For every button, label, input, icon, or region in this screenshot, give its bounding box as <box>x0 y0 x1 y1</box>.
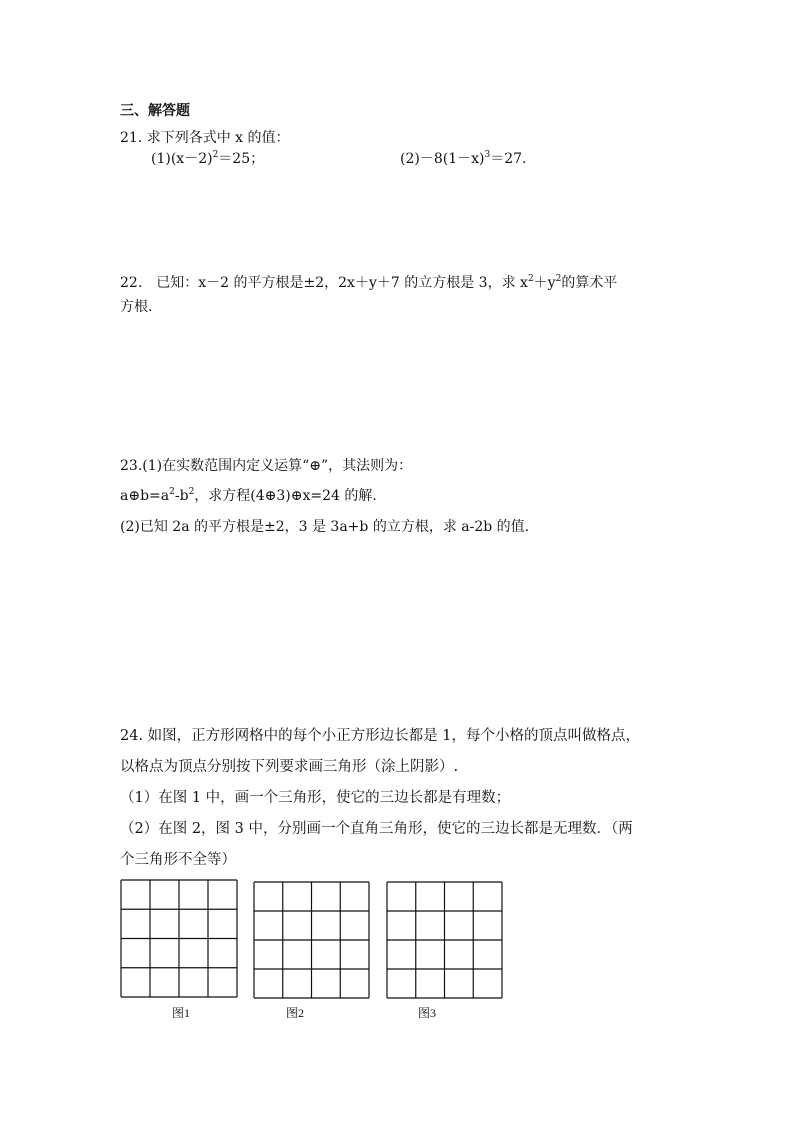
q22-line1-prefix: 22. 已知：x－2 的平方根是±2，2x＋y＋7 的立方根是 3，求 x <box>120 275 528 291</box>
q24-line2: 以格点为顶点分别按下列要求画三角形（涂上阴影）. <box>120 759 459 775</box>
q23-line2-suffix: ，求方程(4⊕3)⊕x=24 的解. <box>194 488 377 504</box>
q21-part2-prefix: (2)－8(1－x) <box>400 151 485 167</box>
square-grid <box>120 879 238 998</box>
q23-exponent-2: 2 <box>188 487 195 497</box>
q22-line1 <box>120 274 617 292</box>
figure-2-label: 图2 <box>286 1006 305 1020</box>
q21-part1-suffix: ＝25； <box>218 151 265 167</box>
grid-figure-1 <box>120 879 238 998</box>
figure-3-label: 图3 <box>418 1006 437 1020</box>
grid-figure-3 <box>386 881 503 999</box>
q21-part2 <box>400 150 526 168</box>
q22-line2: 方根. <box>120 299 153 315</box>
q23-line2-mid: -b <box>174 488 189 504</box>
q21-part1 <box>151 150 264 168</box>
q24-line5: 个三角形不全等） <box>120 852 236 868</box>
q23-line3: (2)已知 2a 的平方根是±2，3 是 3a+b 的立方根，求 a-2b 的值. <box>120 519 530 535</box>
q22-exponent-2: 2 <box>555 274 562 284</box>
square-grid <box>253 881 370 999</box>
q24-line1: 24. 如图，正方形网格中的每个小正方形边长都是 1，每个小格的顶点叫做格点， <box>120 728 641 744</box>
q22-exponent-1: 2 <box>527 274 534 284</box>
q23-line2-prefix: a⊕b=a <box>120 488 170 504</box>
q22-line1-suffix: 的算术平 <box>561 275 618 291</box>
figure-1-label: 图1 <box>172 1006 191 1020</box>
grid-figure-2 <box>253 881 370 999</box>
square-grid <box>386 881 503 999</box>
q22-line1-mid: ＋y <box>533 275 556 291</box>
q21-part1-exponent: 2 <box>212 150 219 160</box>
q24-line4: （2）在图 2，图 3 中，分别画一个直角三角形，使它的三边长都是无理数．（两 <box>120 821 633 837</box>
q21-part2-exponent: 3 <box>484 150 491 160</box>
section-title: 三、解答题 <box>120 103 190 119</box>
q23-line1: 23.(1)在实数范围内定义运算“⊕”，其法则为： <box>120 458 413 474</box>
q23-exponent-1: 2 <box>169 487 175 497</box>
q21-stem: 21. 求下列各式中 x 的值： <box>120 130 290 146</box>
q23-line2 <box>120 487 377 505</box>
q24-line3: （1）在图 1 中，画一个三角形，使它的三边长都是有理数； <box>120 790 511 806</box>
q21-part2-suffix: ＝27. <box>490 151 527 167</box>
q21-part1-prefix: (1)(x－2) <box>151 151 213 167</box>
